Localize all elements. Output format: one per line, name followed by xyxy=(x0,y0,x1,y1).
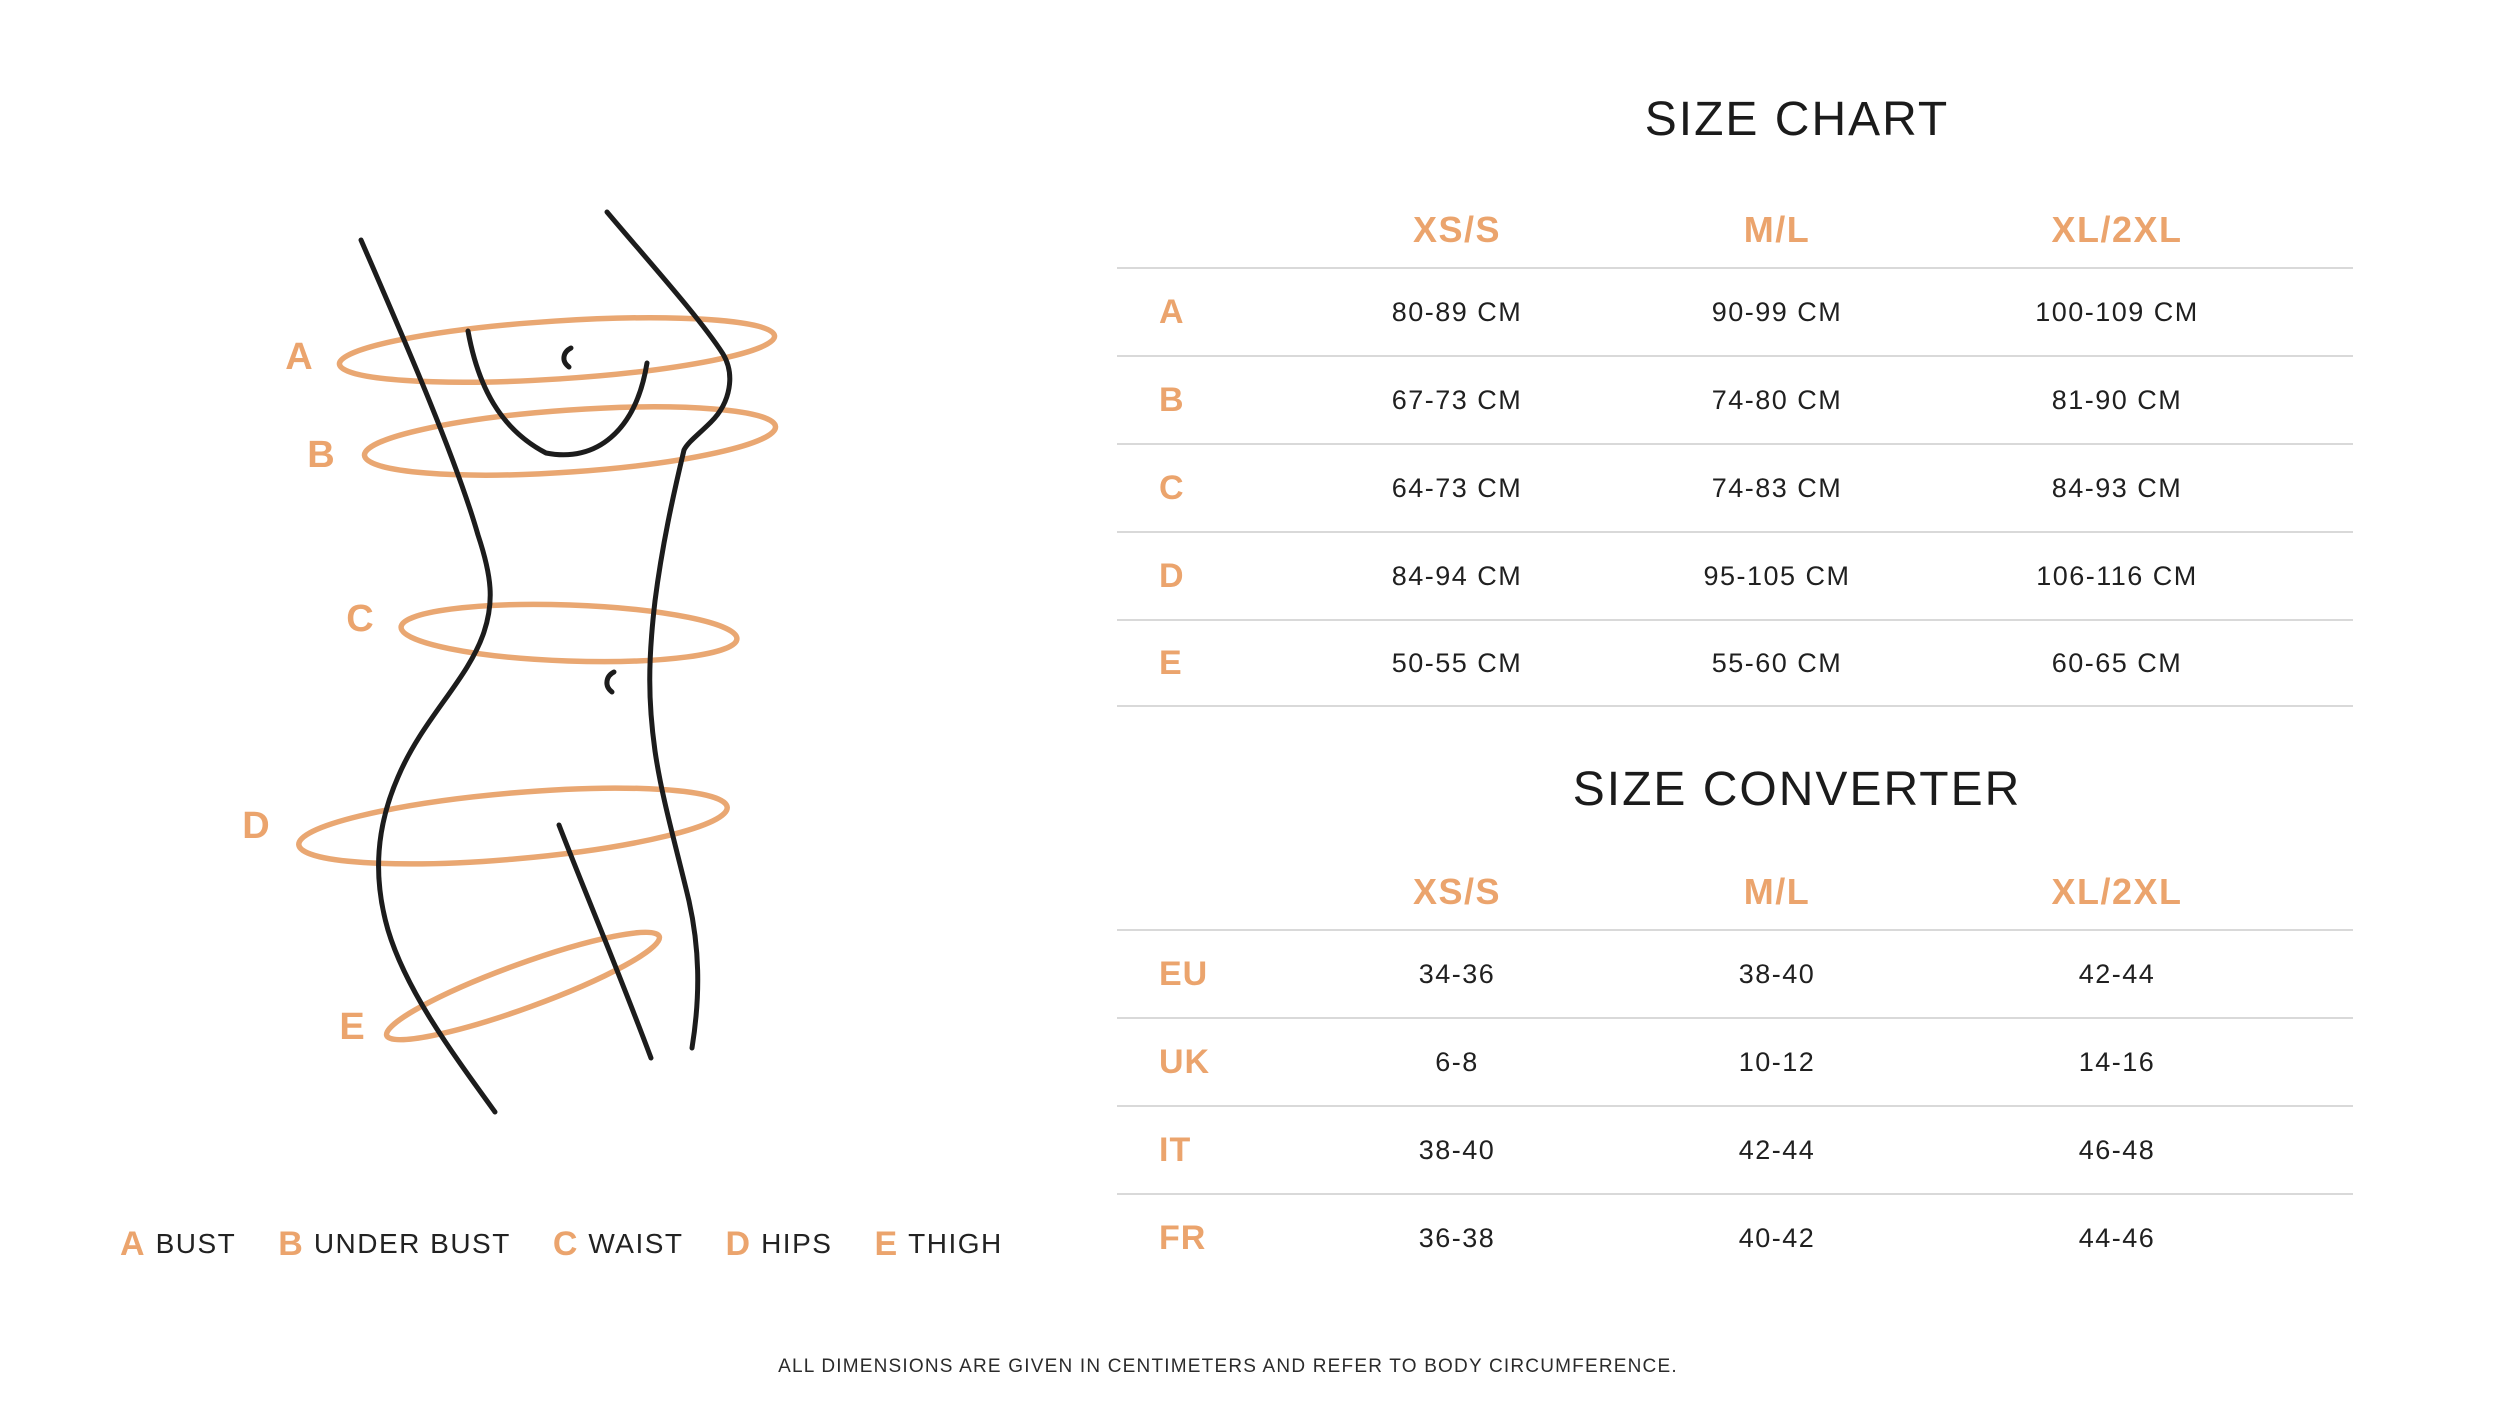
dimensions-footnote: ALL DIMENSIONS ARE GIVEN IN CENTIMETERS AND REFER TO BODY CIRCUMFERENCE. xyxy=(778,1356,1678,1377)
table-row-uk xyxy=(1117,1017,2353,1105)
ring-label-a: A xyxy=(285,336,313,378)
table-cell: 95-105 CM xyxy=(1703,560,1851,591)
ring-label-c: C xyxy=(346,598,374,640)
legend-label: WAIST xyxy=(588,1228,684,1259)
body-measurement-figure xyxy=(120,160,1070,1260)
table-row-e xyxy=(1117,619,2353,707)
table-cell: 38-40 xyxy=(1418,1134,1496,1165)
legend-key: A xyxy=(120,1224,145,1263)
column-header-m-l: M/L xyxy=(1743,871,1811,912)
inner-thigh-line xyxy=(559,825,651,1058)
legend-label: BUST xyxy=(155,1228,237,1259)
table-cell: 36-38 xyxy=(1418,1222,1496,1253)
table-cell: 67-73 CM xyxy=(1391,384,1523,415)
row-label: A xyxy=(1159,292,1185,331)
column-header-xs-s: XS/S xyxy=(1412,871,1502,912)
legend-label: HIPS xyxy=(761,1228,833,1259)
table-row-b xyxy=(1117,355,2353,443)
table-cell: 84-94 CM xyxy=(1391,560,1523,591)
column-header-m-l: M/L xyxy=(1743,209,1811,250)
row-label: UK xyxy=(1159,1042,1211,1081)
size-tables-panel xyxy=(1117,85,2353,1281)
table-cell: 10-12 xyxy=(1738,1046,1816,1077)
nipple-mark xyxy=(564,348,571,367)
table-cell: 6-8 xyxy=(1435,1046,1479,1077)
breast-curve xyxy=(468,331,647,455)
table-cell: 84-93 CM xyxy=(2051,472,2183,503)
size-chart-title: SIZE CHART xyxy=(1644,93,1950,146)
table-cell: 14-16 xyxy=(2078,1046,2156,1077)
row-label: D xyxy=(1159,556,1185,595)
row-label: FR xyxy=(1159,1218,1207,1257)
table-cell: 81-90 CM xyxy=(2051,384,2183,415)
table-row-it xyxy=(1117,1105,2353,1193)
legend-item-bust xyxy=(120,1225,236,1264)
column-header-xl-2xl: XL/2XL xyxy=(2051,209,2183,250)
legend-item-waist xyxy=(553,1225,684,1264)
table-cell: 74-83 CM xyxy=(1711,472,1843,503)
table-cell: 40-42 xyxy=(1738,1222,1816,1253)
waist-ring xyxy=(400,599,738,667)
table-cell: 90-99 CM xyxy=(1711,296,1843,327)
size-converter-title: SIZE CONVERTER xyxy=(1572,763,2022,816)
table-row-d xyxy=(1117,531,2353,619)
column-header-xs-s: XS/S xyxy=(1412,209,1502,250)
female-silhouette-illustration xyxy=(120,160,1070,1260)
legend-key: C xyxy=(552,1224,578,1263)
table-row-c xyxy=(1117,443,2353,531)
ring-label-e: E xyxy=(339,1006,365,1048)
column-header-xl-2xl: XL/2XL xyxy=(2051,871,2183,912)
table-cell: 100-109 CM xyxy=(2035,296,2199,327)
underbust-ring xyxy=(362,396,777,487)
bust-ring xyxy=(338,307,777,393)
table-cell: 44-46 xyxy=(2078,1222,2156,1253)
legend-label: THIGH xyxy=(908,1228,1003,1259)
size-converter-header-row xyxy=(1117,825,2353,929)
row-label: B xyxy=(1159,380,1185,419)
measurement-legend xyxy=(120,1222,1003,1266)
right-body-contour xyxy=(607,212,730,1048)
legend-key: D xyxy=(725,1224,751,1263)
legend-item-thigh xyxy=(874,1225,1002,1264)
table-cell: 34-36 xyxy=(1418,958,1496,989)
table-row-eu xyxy=(1117,929,2353,1017)
table-cell: 74-80 CM xyxy=(1711,384,1843,415)
legend-item-hips xyxy=(726,1225,833,1264)
table-cell: 42-44 xyxy=(2078,958,2156,989)
table-cell: 46-48 xyxy=(2078,1134,2156,1165)
table-cell: 80-89 CM xyxy=(1391,296,1523,327)
table-cell: 38-40 xyxy=(1738,958,1816,989)
legend-label: UNDER BUST xyxy=(313,1228,511,1259)
table-cell: 55-60 CM xyxy=(1711,647,1843,678)
row-label: EU xyxy=(1159,954,1209,993)
table-cell: 42-44 xyxy=(1738,1134,1816,1165)
table-cell: 106-116 CM xyxy=(2036,560,2198,591)
ring-label-d: D xyxy=(242,805,270,847)
legend-item-under-bust xyxy=(278,1225,511,1264)
ring-label-b: B xyxy=(307,434,335,476)
legend-key: E xyxy=(874,1224,898,1263)
table-cell: 60-65 CM xyxy=(2051,647,2183,678)
table-row-a xyxy=(1117,267,2353,355)
legend-key: B xyxy=(278,1224,303,1263)
size-chart-header-row xyxy=(1117,155,2353,267)
table-cell: 64-73 CM xyxy=(1391,472,1523,503)
row-label: IT xyxy=(1159,1130,1192,1169)
table-row-fr xyxy=(1117,1193,2353,1281)
hips-ring xyxy=(296,774,730,877)
row-label: E xyxy=(1159,643,1183,682)
row-label: C xyxy=(1159,468,1185,507)
table-cell: 50-55 CM xyxy=(1391,647,1523,678)
navel-mark xyxy=(607,672,614,692)
